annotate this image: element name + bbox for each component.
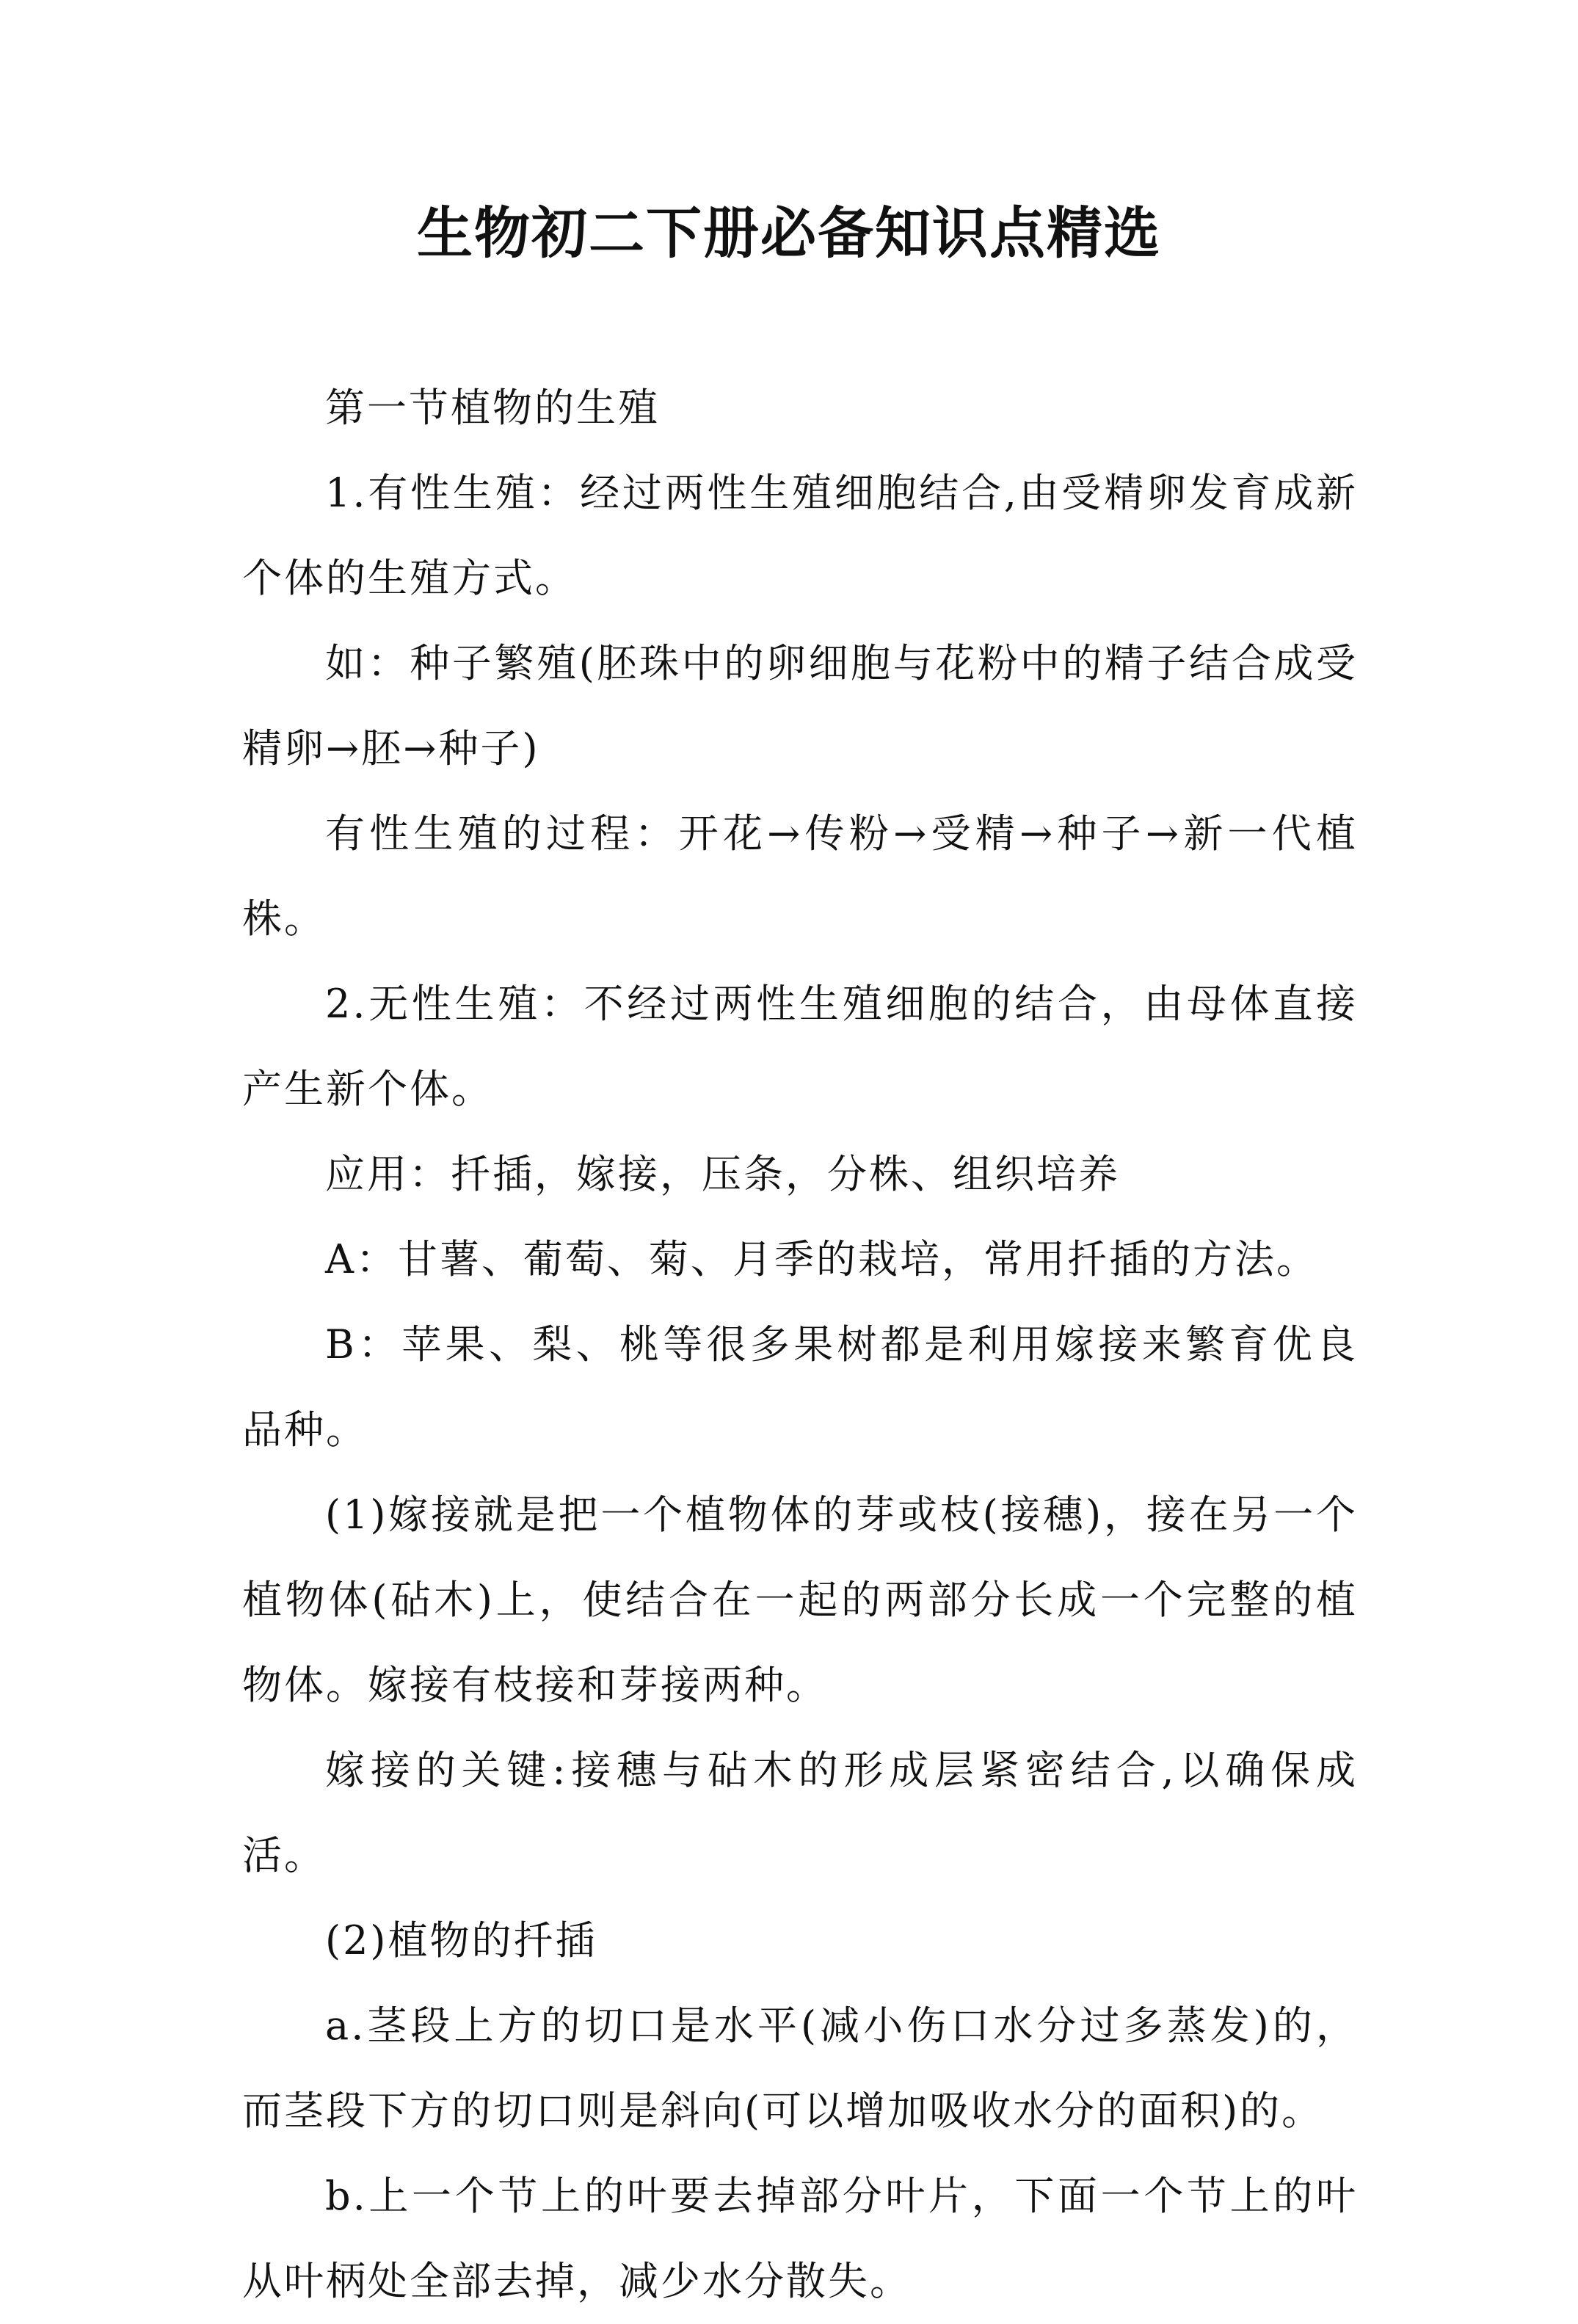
paragraph: 如：种子繁殖(胚珠中的卵细胞与花粉中的精子结合成受精卵→胚→种子)	[242, 640, 1358, 771]
document-body	[242, 366, 1358, 2324]
paragraph: 1.有性生殖：经过两性生殖细胞结合,由受精卵发育成新个体的生殖方式。	[242, 470, 1358, 601]
paragraph: a.茎段上方的切口是水平(减小伤口水分过多蒸发)的，而茎段下方的切口则是斜向(可以增加吸收水分的面积)的。	[242, 2002, 1358, 2134]
document-title: 生物初二下册必备知识点精选	[417, 200, 1161, 266]
paragraph: (1)嫁接就是把一个植物体的芽或枝(接穗)，接在另一个植物体(砧木)上，使结合在一起的两部分长成一个完整的植物体。嫁接有枝接和芽接两种。	[242, 1492, 1358, 1708]
paragraph: B：苹果、梨、桃等很多果树都是利用嫁接来繁育优良品种。	[242, 1321, 1358, 1453]
paragraph: 2.无性生殖：不经过两性生殖细胞的结合，由母体直接产生新个体。	[242, 981, 1358, 1112]
paragraph: 嫁接的关键:接穗与砧木的形成层紧密结合,以确保成活。	[242, 1747, 1358, 1878]
paragraph: A：甘薯、葡萄、菊、月季的栽培，常用扦插的方法。	[325, 1236, 1318, 1282]
paragraph: 有性生殖的过程：开花→传粉→受精→种子→新一代植株。	[242, 810, 1358, 942]
paragraph: b.上一个节上的叶要去掉部分叶片，下面一个节上的叶从叶柄处全部去掉，减少水分散失。	[242, 2173, 1358, 2304]
paragraph: 应用：扦插，嫁接，压条，分株、组织培养	[325, 1151, 1120, 1197]
section-heading: 第一节植物的生殖	[325, 385, 660, 431]
paragraph: (2)植物的扦插	[325, 1917, 597, 1964]
